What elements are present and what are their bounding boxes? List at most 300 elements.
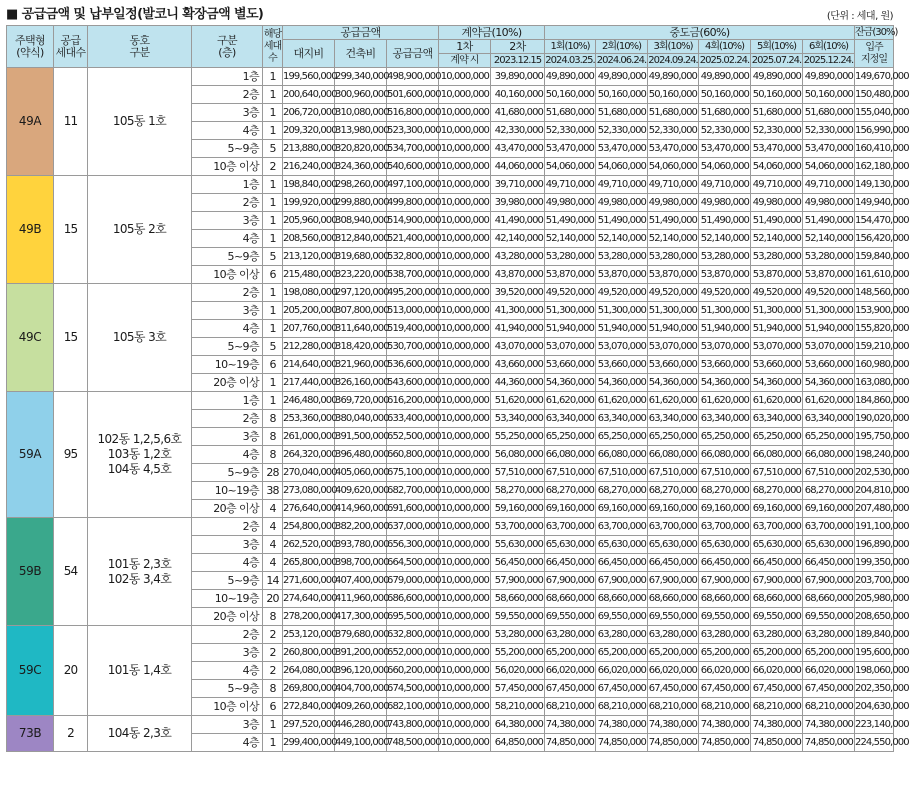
middle-payment-5: 69,550,000 — [751, 608, 803, 626]
building-price: 449,100,000 — [335, 734, 387, 752]
land-price: 272,840,000 — [283, 698, 335, 716]
middle-payment-5: 68,660,000 — [751, 590, 803, 608]
middle-payment-3: 63,340,000 — [648, 410, 699, 428]
header-mid-3-date: 2024.09.24. — [648, 54, 698, 66]
supply-price: 532,800,000 — [387, 248, 439, 266]
middle-payment-2: 53,280,000 — [596, 248, 648, 266]
dong-ho-line: 104동 2,3호 — [107, 726, 172, 740]
deposit-1: 10,000,000 — [439, 140, 491, 158]
deposit-1: 10,000,000 — [439, 338, 491, 356]
unit-count: 6 — [263, 266, 283, 284]
land-price: 205,960,000 — [283, 212, 335, 230]
land-price: 216,240,000 — [283, 158, 335, 176]
floor-range: 2층 — [192, 518, 263, 536]
table-row — [7, 716, 894, 734]
header-dong-line: 구분 — [129, 45, 150, 59]
dong-ho-line: 105동 2호 — [112, 222, 167, 236]
deposit-2: 41,940,000 — [491, 320, 545, 338]
middle-payment-5: 67,900,000 — [751, 572, 803, 590]
header-floor-line: (층) — [218, 45, 236, 59]
middle-payment-2: 63,280,000 — [596, 626, 648, 644]
floor-range: 10~19층 — [192, 356, 263, 374]
middle-payment-6: 66,080,000 — [803, 446, 855, 464]
land-price: 253,360,000 — [283, 410, 335, 428]
middle-payment-4: 54,360,000 — [699, 374, 751, 392]
header-floor-line: 구분 — [216, 33, 238, 47]
building-price: 312,840,000 — [335, 230, 387, 248]
supply-price: 513,000,000 — [387, 302, 439, 320]
middle-payment-2: 51,490,000 — [596, 212, 648, 230]
deposit-2: 56,020,000 — [491, 662, 545, 680]
middle-payment-6: 68,270,000 — [803, 482, 855, 500]
middle-payment-6: 65,200,000 — [803, 644, 855, 662]
middle-payment-5: 49,890,000 — [751, 68, 803, 86]
supply-price: 660,200,000 — [387, 662, 439, 680]
building-price: 414,960,000 — [335, 500, 387, 518]
supply-price: 633,400,000 — [387, 410, 439, 428]
supply-price: 501,600,000 — [387, 86, 439, 104]
header-mid-2: 2회(10%) — [596, 40, 648, 54]
middle-payment-6: 53,070,000 — [803, 338, 855, 356]
land-price: 270,040,000 — [283, 464, 335, 482]
middle-payment-3: 68,270,000 — [648, 482, 699, 500]
middle-payment-5: 49,980,000 — [751, 194, 803, 212]
supply-count: 2 — [54, 716, 88, 752]
deposit-2: 53,700,000 — [491, 518, 545, 536]
middle-payment-5: 53,660,000 — [751, 356, 803, 374]
dong-ho — [88, 284, 192, 392]
supply-price: 652,500,000 — [387, 428, 439, 446]
deposit-2: 55,200,000 — [491, 644, 545, 662]
header-dong — [88, 26, 192, 68]
middle-payment-2: 68,210,000 — [596, 698, 648, 716]
middle-payment-4: 53,870,000 — [699, 266, 751, 284]
deposit-2: 55,250,000 — [491, 428, 545, 446]
supply-price: 686,600,000 — [387, 590, 439, 608]
middle-payment-3: 54,360,000 — [648, 374, 699, 392]
middle-payment-4: 50,160,000 — [699, 86, 751, 104]
middle-payment-3: 53,870,000 — [648, 266, 699, 284]
middle-payment-2: 51,940,000 — [596, 320, 648, 338]
header-price-group: 공급금액 — [283, 26, 439, 40]
middle-payment-5: 51,680,000 — [751, 104, 803, 122]
building-price: 300,960,000 — [335, 86, 387, 104]
deposit-1: 10,000,000 — [439, 554, 491, 572]
middle-payment-5: 66,020,000 — [751, 662, 803, 680]
middle-payment-4: 69,550,000 — [699, 608, 751, 626]
deposit-1: 10,000,000 — [439, 680, 491, 698]
middle-payment-5: 53,280,000 — [751, 248, 803, 266]
header-total: 공급금액 — [387, 40, 439, 68]
middle-payment-4: 49,890,000 — [699, 68, 751, 86]
building-price: 393,780,000 — [335, 536, 387, 554]
balance: 159,840,000 — [855, 248, 894, 266]
middle-payment-2: 65,200,000 — [596, 644, 648, 662]
middle-payment-4: 51,490,000 — [699, 212, 751, 230]
middle-payment-5: 63,700,000 — [751, 518, 803, 536]
header-dep2: 2차 — [491, 40, 545, 54]
supply-price: 656,300,000 — [387, 536, 439, 554]
unit-count: 2 — [263, 626, 283, 644]
unit-count: 38 — [263, 482, 283, 500]
middle-payment-3: 49,980,000 — [648, 194, 699, 212]
middle-payment-5: 53,070,000 — [751, 338, 803, 356]
header-supply-line: 공급 — [60, 33, 81, 47]
building-price: 409,260,000 — [335, 698, 387, 716]
middle-payment-6: 50,160,000 — [803, 86, 855, 104]
header-building: 건축비 — [335, 40, 387, 68]
middle-payment-2: 51,680,000 — [596, 104, 648, 122]
table-row — [7, 392, 894, 410]
floor-range: 2층 — [192, 194, 263, 212]
middle-payment-6: 53,660,000 — [803, 356, 855, 374]
deposit-1: 10,000,000 — [439, 410, 491, 428]
deposit-2: 58,660,000 — [491, 590, 545, 608]
building-price: 382,200,000 — [335, 518, 387, 536]
table-row — [7, 176, 894, 194]
land-price: 207,760,000 — [283, 320, 335, 338]
middle-payment-6: 51,490,000 — [803, 212, 855, 230]
middle-payment-2: 49,710,000 — [596, 176, 648, 194]
unit-count: 4 — [263, 554, 283, 572]
floor-range: 10층 이상 — [192, 266, 263, 284]
building-price: 297,120,000 — [335, 284, 387, 302]
middle-payment-5: 68,270,000 — [751, 482, 803, 500]
middle-payment-2: 69,160,000 — [596, 500, 648, 518]
supply-price: 497,100,000 — [387, 176, 439, 194]
middle-payment-6: 74,850,000 — [803, 734, 855, 752]
floor-range: 5~9층 — [192, 464, 263, 482]
dong-ho-line: 103동 1,2호 — [107, 447, 172, 461]
middle-payment-6: 67,510,000 — [803, 464, 855, 482]
floor-range: 10층 이상 — [192, 158, 263, 176]
balance: 204,630,000 — [855, 698, 894, 716]
dong-ho — [88, 626, 192, 716]
middle-payment-6: 63,700,000 — [803, 518, 855, 536]
supply-price: 637,000,000 — [387, 518, 439, 536]
deposit-1: 10,000,000 — [439, 644, 491, 662]
balance: 153,900,000 — [855, 302, 894, 320]
balance: 149,940,000 — [855, 194, 894, 212]
middle-payment-6: 69,550,000 — [803, 608, 855, 626]
supply-price: 748,500,000 — [387, 734, 439, 752]
deposit-1: 10,000,000 — [439, 86, 491, 104]
middle-payment-2: 51,300,000 — [596, 302, 648, 320]
floor-range: 4층 — [192, 122, 263, 140]
balance: 202,530,000 — [855, 464, 894, 482]
middle-payment-4: 67,450,000 — [699, 680, 751, 698]
land-price: 213,880,000 — [283, 140, 335, 158]
unit-count: 1 — [263, 194, 283, 212]
supply-count: 15 — [54, 284, 88, 392]
land-price: 199,920,000 — [283, 194, 335, 212]
middle-payment-5: 54,360,000 — [751, 374, 803, 392]
middle-payment-1: 54,360,000 — [545, 374, 596, 392]
middle-payment-3: 49,890,000 — [648, 68, 699, 86]
floor-range: 10층 이상 — [192, 698, 263, 716]
balance: 202,350,000 — [855, 680, 894, 698]
middle-payment-1: 68,210,000 — [545, 698, 596, 716]
middle-payment-2: 52,140,000 — [596, 230, 648, 248]
middle-payment-2: 74,380,000 — [596, 716, 648, 734]
deposit-1: 10,000,000 — [439, 230, 491, 248]
middle-payment-3: 65,250,000 — [648, 428, 699, 446]
middle-payment-6: 49,890,000 — [803, 68, 855, 86]
land-price: 214,640,000 — [283, 356, 335, 374]
land-price: 297,520,000 — [283, 716, 335, 734]
building-price: 308,940,000 — [335, 212, 387, 230]
deposit-1: 10,000,000 — [439, 104, 491, 122]
unit-count: 4 — [263, 518, 283, 536]
middle-payment-4: 66,450,000 — [699, 554, 751, 572]
supply-price: 534,700,000 — [387, 140, 439, 158]
middle-payment-1: 49,520,000 — [545, 284, 596, 302]
building-price: 411,960,000 — [335, 590, 387, 608]
middle-payment-6: 52,140,000 — [803, 230, 855, 248]
middle-payment-3: 53,470,000 — [648, 140, 699, 158]
middle-payment-3: 49,710,000 — [648, 176, 699, 194]
building-price: 299,340,000 — [335, 68, 387, 86]
header-dong-line: 동호 — [129, 33, 150, 47]
land-price: 212,280,000 — [283, 338, 335, 356]
land-price: 209,320,000 — [283, 122, 335, 140]
deposit-2: 43,660,000 — [491, 356, 545, 374]
middle-payment-5: 63,280,000 — [751, 626, 803, 644]
middle-payment-1: 53,070,000 — [545, 338, 596, 356]
deposit-2: 64,850,000 — [491, 734, 545, 752]
middle-payment-5: 51,940,000 — [751, 320, 803, 338]
middle-payment-3: 51,680,000 — [648, 104, 699, 122]
balance: 149,130,000 — [855, 176, 894, 194]
deposit-2: 43,280,000 — [491, 248, 545, 266]
deposit-1: 10,000,000 — [439, 176, 491, 194]
middle-payment-6: 53,870,000 — [803, 266, 855, 284]
deposit-1: 10,000,000 — [439, 572, 491, 590]
middle-payment-5: 66,080,000 — [751, 446, 803, 464]
deposit-1: 10,000,000 — [439, 122, 491, 140]
supply-price: 682,100,000 — [387, 698, 439, 716]
building-price: 326,160,000 — [335, 374, 387, 392]
building-price: 299,880,000 — [335, 194, 387, 212]
middle-payment-1: 66,020,000 — [545, 662, 596, 680]
unit-count: 1 — [263, 392, 283, 410]
middle-payment-5: 52,140,000 — [751, 230, 803, 248]
balance: 149,670,000 — [855, 68, 894, 86]
balance: 155,820,000 — [855, 320, 894, 338]
balance: 203,700,000 — [855, 572, 894, 590]
middle-payment-1: 52,330,000 — [545, 122, 596, 140]
balance: 223,140,000 — [855, 716, 894, 734]
dong-ho — [88, 716, 192, 752]
dong-ho — [88, 392, 192, 518]
land-price: 254,800,000 — [283, 518, 335, 536]
middle-payment-3: 52,330,000 — [648, 122, 699, 140]
supply-count: 15 — [54, 176, 88, 284]
middle-payment-6: 54,060,000 — [803, 158, 855, 176]
deposit-2: 39,980,000 — [491, 194, 545, 212]
middle-payment-6: 53,280,000 — [803, 248, 855, 266]
balance: 159,210,000 — [855, 338, 894, 356]
supply-price: 536,600,000 — [387, 356, 439, 374]
floor-range: 3층 — [192, 644, 263, 662]
middle-payment-6: 65,250,000 — [803, 428, 855, 446]
middle-payment-2: 65,630,000 — [596, 536, 648, 554]
header-floor — [192, 26, 263, 68]
middle-payment-6: 51,940,000 — [803, 320, 855, 338]
unit-count: 1 — [263, 302, 283, 320]
middle-payment-1: 63,340,000 — [545, 410, 596, 428]
building-price: 320,820,000 — [335, 140, 387, 158]
middle-payment-2: 74,850,000 — [596, 734, 648, 752]
supply-price: 682,700,000 — [387, 482, 439, 500]
middle-payment-3: 68,660,000 — [648, 590, 699, 608]
deposit-1: 10,000,000 — [439, 500, 491, 518]
middle-payment-6: 63,280,000 — [803, 626, 855, 644]
floor-range: 2층 — [192, 86, 263, 104]
building-price: 405,060,000 — [335, 464, 387, 482]
table-row — [7, 284, 894, 302]
housing-type: 49B — [7, 176, 54, 284]
middle-payment-5: 53,870,000 — [751, 266, 803, 284]
land-price: 271,600,000 — [283, 572, 335, 590]
balance: 160,980,000 — [855, 356, 894, 374]
building-price: 391,500,000 — [335, 428, 387, 446]
land-price: 273,080,000 — [283, 482, 335, 500]
supply-price: 498,900,000 — [387, 68, 439, 86]
middle-payment-2: 53,070,000 — [596, 338, 648, 356]
floor-range: 2층 — [192, 626, 263, 644]
middle-payment-3: 50,160,000 — [648, 86, 699, 104]
building-price: 324,360,000 — [335, 158, 387, 176]
land-price: 198,080,000 — [283, 284, 335, 302]
header-balance-line: 지정일 — [861, 53, 887, 65]
building-price: 391,200,000 — [335, 644, 387, 662]
middle-payment-3: 51,490,000 — [648, 212, 699, 230]
balance: 195,750,000 — [855, 428, 894, 446]
middle-payment-1: 52,140,000 — [545, 230, 596, 248]
middle-payment-4: 61,620,000 — [699, 392, 751, 410]
floor-range: 20층 이상 — [192, 374, 263, 392]
middle-payment-4: 49,520,000 — [699, 284, 751, 302]
balance: 156,420,000 — [855, 230, 894, 248]
supply-price: 675,100,000 — [387, 464, 439, 482]
header-count-line: 해당 — [263, 28, 282, 40]
header-mid-5: 5회(10%) — [751, 40, 803, 54]
table-row — [7, 68, 894, 86]
supply-price: 521,400,000 — [387, 230, 439, 248]
middle-payment-3: 69,550,000 — [648, 608, 699, 626]
building-price: 323,220,000 — [335, 266, 387, 284]
deposit-1: 10,000,000 — [439, 356, 491, 374]
floor-range: 5~9층 — [192, 338, 263, 356]
balance: 161,610,000 — [855, 266, 894, 284]
deposit-1: 10,000,000 — [439, 68, 491, 86]
middle-payment-1: 65,200,000 — [545, 644, 596, 662]
building-price: 380,040,000 — [335, 410, 387, 428]
building-price: 310,080,000 — [335, 104, 387, 122]
middle-payment-5: 49,520,000 — [751, 284, 803, 302]
land-price: 262,520,000 — [283, 536, 335, 554]
middle-payment-3: 66,450,000 — [648, 554, 699, 572]
unit-count: 2 — [263, 644, 283, 662]
header-mid-5-date: 2025.07.24. — [751, 54, 802, 66]
header-count-line: 수 — [268, 52, 277, 64]
deposit-1: 10,000,000 — [439, 608, 491, 626]
table-body — [7, 68, 909, 752]
middle-payment-4: 49,980,000 — [699, 194, 751, 212]
middle-payment-5: 68,210,000 — [751, 698, 803, 716]
middle-payment-6: 61,620,000 — [803, 392, 855, 410]
middle-payment-1: 49,890,000 — [545, 68, 596, 86]
middle-payment-2: 53,870,000 — [596, 266, 648, 284]
header-mid-4: 4회(10%) — [699, 40, 751, 54]
building-price: 379,680,000 — [335, 626, 387, 644]
middle-payment-6: 74,380,000 — [803, 716, 855, 734]
middle-payment-1: 67,510,000 — [545, 464, 596, 482]
middle-payment-1: 54,060,000 — [545, 158, 596, 176]
land-price: 264,080,000 — [283, 662, 335, 680]
middle-payment-3: 65,630,000 — [648, 536, 699, 554]
middle-payment-4: 67,900,000 — [699, 572, 751, 590]
header-mid-4-date: 2025.02.24. — [699, 54, 750, 66]
middle-payment-1: 53,470,000 — [545, 140, 596, 158]
unit-count: 4 — [263, 500, 283, 518]
unit-count: 2 — [263, 662, 283, 680]
dong-ho — [88, 68, 192, 176]
middle-payment-2: 67,450,000 — [596, 680, 648, 698]
middle-payment-5: 50,160,000 — [751, 86, 803, 104]
header-deposit-group: 계약금(10%) — [439, 26, 545, 40]
header-mid-1-date: 2024.03.25. — [545, 54, 595, 66]
middle-payment-5: 53,470,000 — [751, 140, 803, 158]
floor-range: 10~19층 — [192, 482, 263, 500]
middle-payment-1: 67,450,000 — [545, 680, 596, 698]
unit-count: 14 — [263, 572, 283, 590]
deposit-2: 57,900,000 — [491, 572, 545, 590]
supply-count: 20 — [54, 626, 88, 716]
supply-price: 743,800,000 — [387, 716, 439, 734]
dong-ho — [88, 518, 192, 626]
middle-payment-3: 52,140,000 — [648, 230, 699, 248]
dong-ho-line: 104동 4,5호 — [107, 462, 172, 476]
middle-payment-6: 51,300,000 — [803, 302, 855, 320]
deposit-1: 10,000,000 — [439, 158, 491, 176]
header-dep1: 1차 — [439, 40, 491, 54]
floor-range: 5~9층 — [192, 140, 263, 158]
deposit-2: 57,450,000 — [491, 680, 545, 698]
deposit-1: 10,000,000 — [439, 392, 491, 410]
unit-count: 1 — [263, 212, 283, 230]
middle-payment-3: 51,940,000 — [648, 320, 699, 338]
unit-count: 8 — [263, 428, 283, 446]
supply-price: 499,800,000 — [387, 194, 439, 212]
middle-payment-1: 65,630,000 — [545, 536, 596, 554]
price-schedule-table — [6, 25, 909, 752]
land-price: 264,320,000 — [283, 446, 335, 464]
middle-payment-2: 49,980,000 — [596, 194, 648, 212]
balance: 163,080,000 — [855, 374, 894, 392]
unit-count: 1 — [263, 374, 283, 392]
header-balance-group: 잔금(30%) — [855, 26, 898, 38]
deposit-2: 57,510,000 — [491, 464, 545, 482]
floor-range: 1층 — [192, 176, 263, 194]
middle-payment-2: 63,340,000 — [596, 410, 648, 428]
header-balance-line: 입주 — [865, 41, 883, 53]
land-price: 260,800,000 — [283, 644, 335, 662]
balance: 198,240,000 — [855, 446, 894, 464]
header-mid-1: 1회(10%) — [545, 40, 596, 54]
balance: 191,100,000 — [855, 518, 894, 536]
